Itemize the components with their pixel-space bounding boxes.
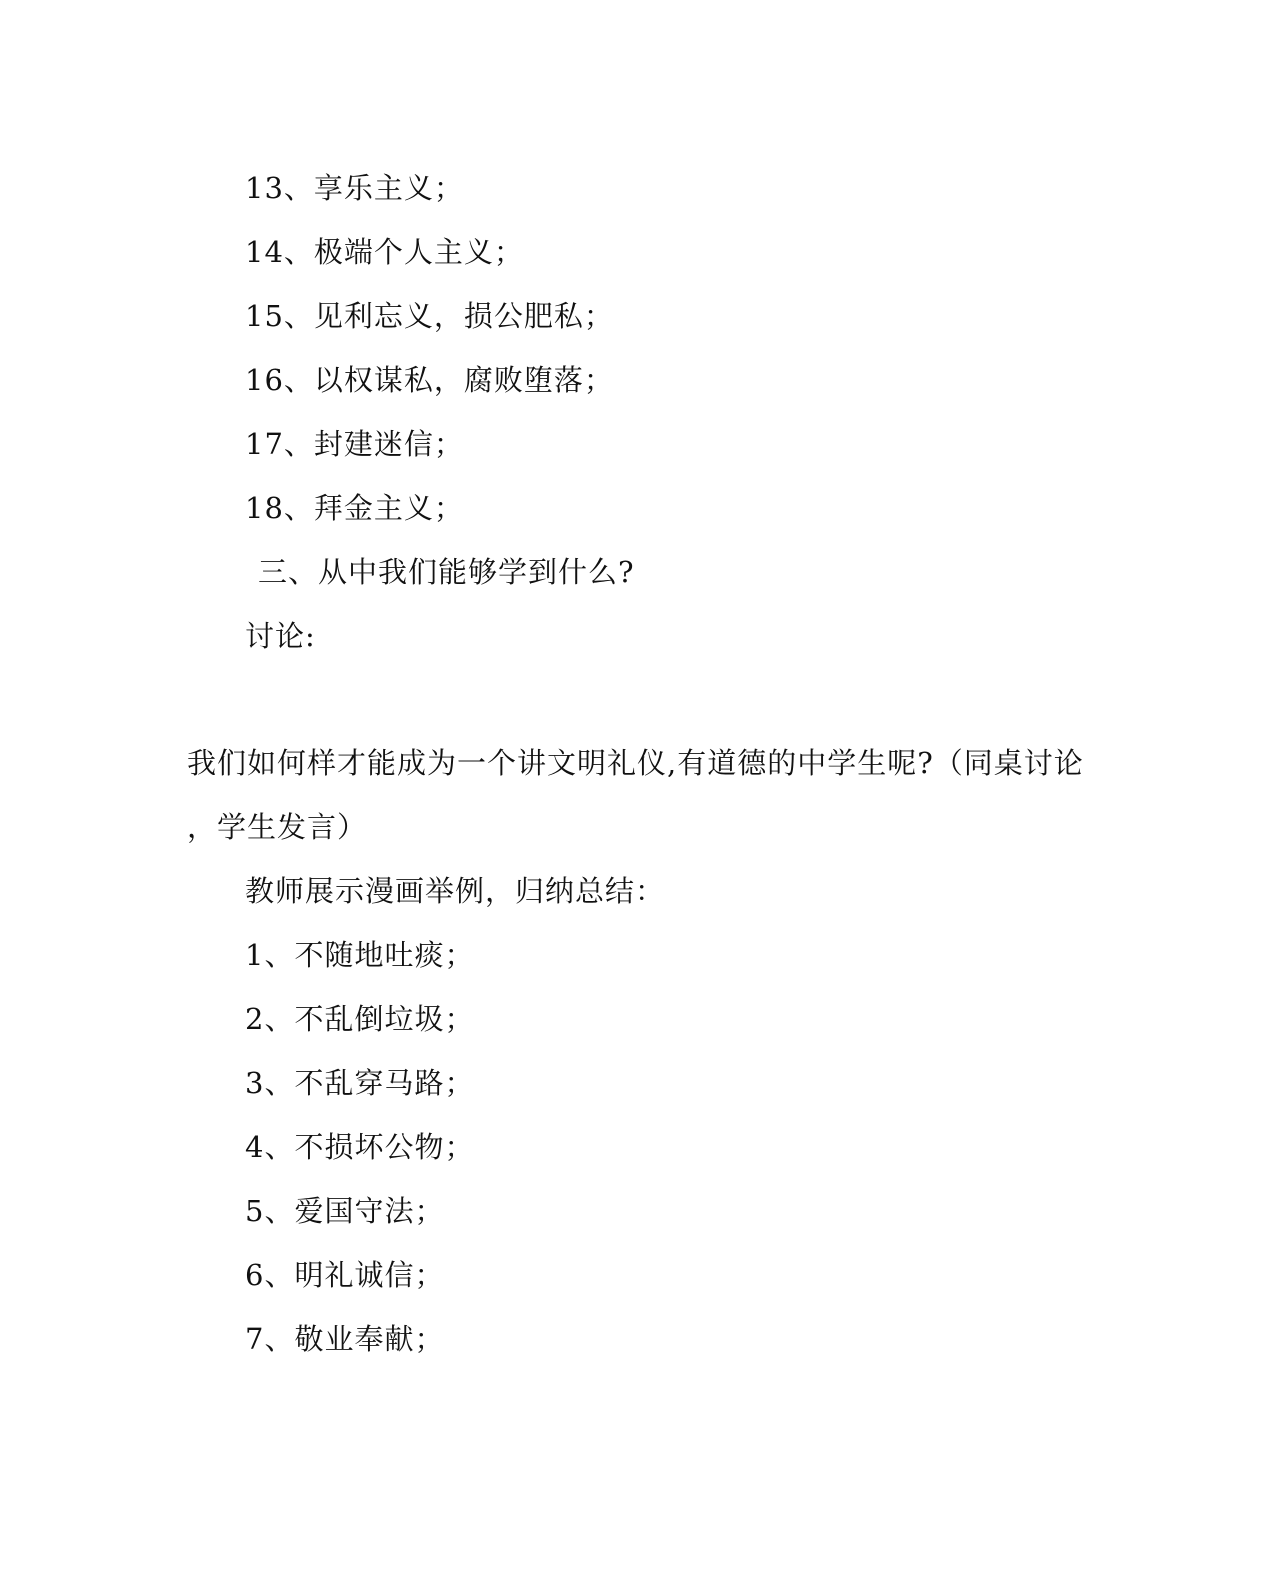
list-item: 6、明礼诚信；: [245, 1258, 445, 1292]
discussion-label: 讨论:: [245, 619, 316, 653]
list-item: 1、不随地吐痰；: [245, 938, 475, 972]
list-item: 14、极端个人主义；: [245, 235, 524, 269]
question-paragraph-line1: 我们如何样才能成为一个讲文明礼仪,有道德的中学生呢?（同桌讨论: [187, 746, 1084, 780]
section-heading: 三、从中我们能够学到什么?: [258, 555, 635, 589]
list-item: 4、不损坏公物；: [245, 1130, 475, 1164]
list-item: 5、爱国守法；: [245, 1194, 445, 1228]
list-item: 7、敬业奉献；: [245, 1322, 445, 1356]
list-item: 16、以权谋私，腐败堕落；: [245, 363, 614, 397]
list-item: 13、享乐主义；: [245, 171, 464, 205]
list-item: 2、不乱倒垃圾；: [245, 1002, 475, 1036]
list-item: 3、不乱穿马路；: [245, 1066, 475, 1100]
question-paragraph-line2: ，学生发言）: [187, 810, 368, 844]
summary-intro: 教师展示漫画举例，归纳总结：: [245, 874, 666, 908]
list-item: 17、封建迷信；: [245, 427, 464, 461]
list-item: 18、拜金主义；: [245, 491, 464, 525]
list-item: 15、见利忘义，损公肥私；: [245, 299, 614, 333]
